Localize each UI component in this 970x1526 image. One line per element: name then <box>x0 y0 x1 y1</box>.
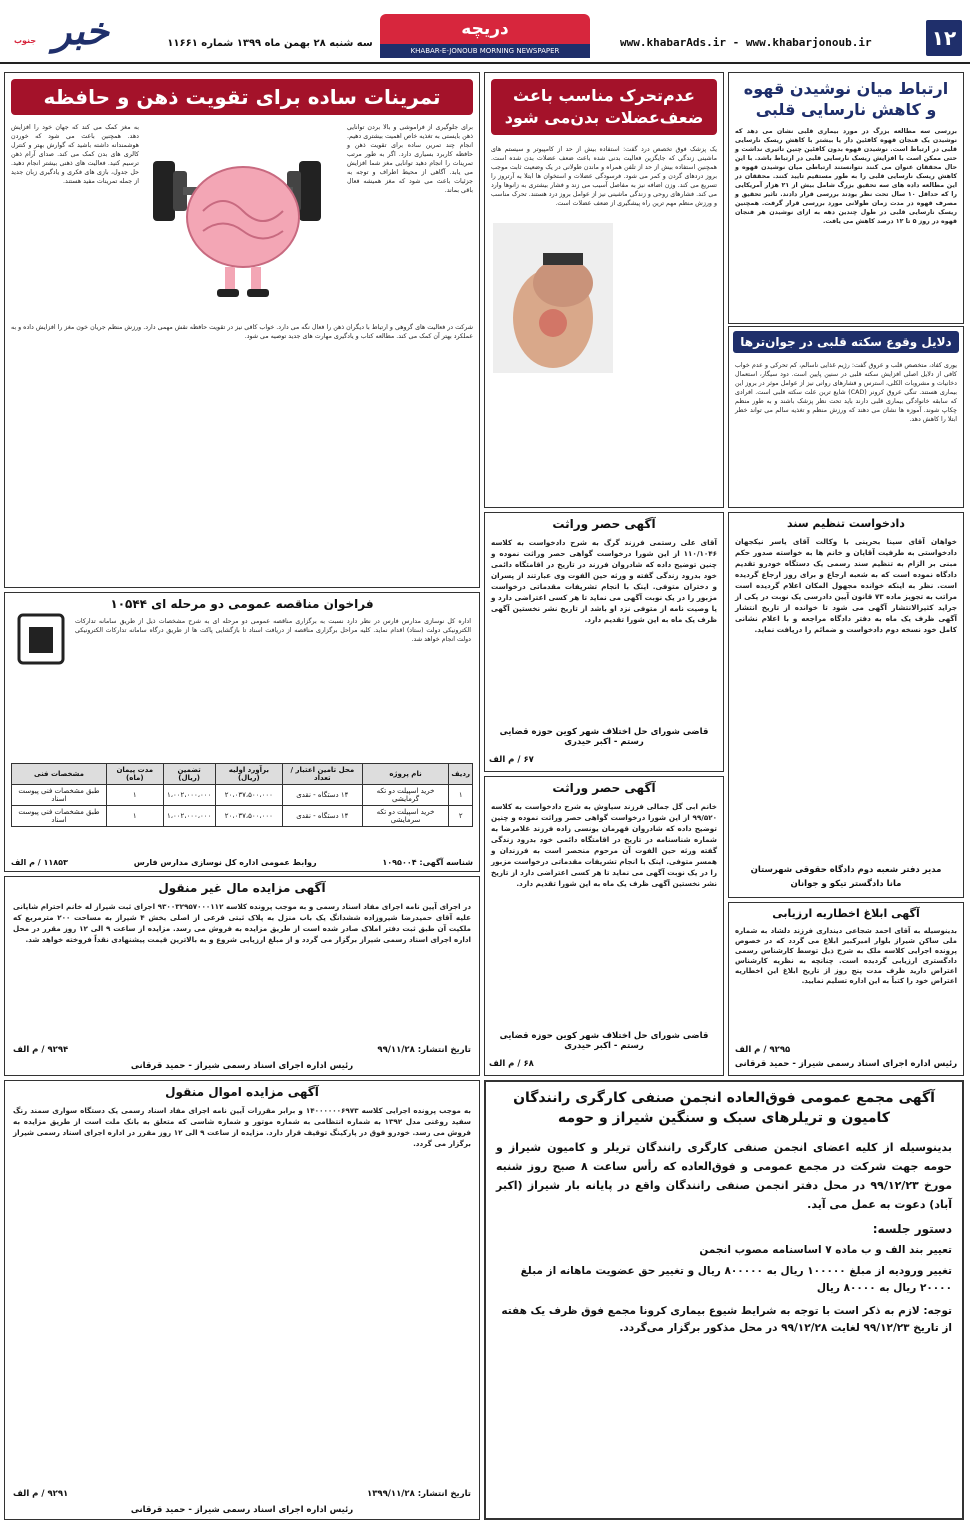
tender-col-header: برآورد اولیه (ریال) <box>215 764 282 785</box>
brain-body-bottom: شرکت در فعالیت های گروهی و ارتباط با دیگران ذهن را فعال نگه می دارد. خواب کافی نیز در تقویت حافظه نقش مهمی دارد. ورزش منظم جریان خون مغز را افزایش داده و به عملکرد بهتر آن کمک می کند. مطالعه کتاب و یادگیری مهارت های جدید توصیه می شود. <box>11 324 473 340</box>
table-cell: ۱۴ دستگاه - نقدی <box>283 806 363 827</box>
document-notice-body: خواهان آقای سینا بحرینی با وکالت آقای یاسر نیکجهان دادخواستی به طرفیت آقایان و خانم ها به خواسته صدور حکم مبنی بر الزام به تنظیم سند رسمی یک دستگاه خودرو تقدیم دادگاه نموده است که به شعبه ارجاع و برای روز ارجاع گردیده است. نظر به اینکه خوانده مجهول المکان اعلام گردیده است مراتب به تجویز ماده ۷۳ قانون آیین دادرسی یک نوبت در یکی از جراید کثیرالانتشار آگهی می شود تا خوانده از تاریخ انتشار آگهی ظرف یک ماه به دفتر دادگاه مراجعه و با اعلام نشانی کامل خود نسخه دوم دادخواست و ضمائم را دریافت نماید. <box>735 537 957 634</box>
table-cell: ۲۰،۰۳۷،۵۰۰،۰۰۰ <box>215 806 282 827</box>
document-notice-sig1: مدیر دفتر شعبه دوم دادگاه حقوقی شهرستان <box>750 865 942 875</box>
coffee-title-2: و کاهش نارسایی قلبی <box>755 100 937 119</box>
evaluation-notice <box>728 902 964 1076</box>
table-cell: ۲۰،۰۳۷،۵۰۰،۰۰۰ <box>215 785 282 806</box>
inheritance1-body: آقای علی رستمی فرزند گرگ به شرح دادخواست به کلاسه ۱۱۰/۱۰۴۶ از این شورا درخواست گواهی حصر وراثت نموده و چنین توضیح داده که شادروان فرزند در تاریخ در اقامتگاه دائمی خود بدرود زندگی گفته و ورثه حین الفوت وی عبارتند از پسران و دختران متوفی. اینک با انجام تشریفات مقدماتی درخواست مزبور را در یک نوبت آگهی می نماید تا هر کسی اعتراضی دارد و یا وصیت نامه از متوفی نزد او باشد از تاریخ نشر نخستین آگهی ظرف یک ماه به این شورا تقدیم دارد. <box>491 538 717 624</box>
assembly-note: توجه: لازم به ذکر است با توجه به شرایط شیوع بیماری کرونا مجمع فوق ظرف یک هفته از تاریخ ۹۹/۱۲/۲۳ لغایت ۹۹/۱۲/۲۸ در محل مذکور برگزار می‌گردد. <box>501 1305 952 1334</box>
banner-strip: KHABAR-E-JONOUB MORNING NEWSPAPER <box>380 44 590 58</box>
auction2-title: آگهی مزایده اموال منقول <box>165 1085 319 1099</box>
table-cell: ۱۴ دستگاه - نقدی <box>283 785 363 806</box>
coffee-title-1: ارتباط میان نوشیدن قهوه <box>743 79 949 98</box>
auction1-meta <box>13 1045 471 1055</box>
table-cell: ۱،۰۰۲،۰۰۰،۰۰۰ <box>163 806 215 827</box>
newspaper-logo[interactable] <box>6 6 156 56</box>
brain-body-left: به مغز کمک می کند که جهان خود را افزایش دهد. همچنین باعث می شود که خوردن هوشمندانه داشته باشید که گوارش بهتر و کنترل کالری های بدن کمک می کند. صدای آرام ذهن ترسیم کنید. فعالیت های ذهنی بیشتر انجام دهید. حل جدول، بازی های فکری و یادگیری زبان جدید از جمله تمرینات مفید هستند. <box>11 124 139 185</box>
tender-footer-left: ۱۱۸۵۳ / م الف <box>11 858 68 867</box>
table-cell: ۱ <box>107 785 164 806</box>
inheritance2-sig: قاضی شورای حل اختلاف شهر کوین حوزه قضایی رستم - اکبر حیدری <box>499 1031 709 1051</box>
brain-title: تمرینات ساده برای تقویت ذهن و حافظه <box>11 79 473 115</box>
table-cell: ۱،۰۰۲،۰۰۰،۰۰۰ <box>163 785 215 806</box>
tender-grid <box>11 763 473 827</box>
inheritance2-title: آگهی حصر وراثت <box>552 781 656 795</box>
tender-ad <box>4 592 480 872</box>
auction2-meta <box>13 1489 471 1499</box>
sitting-title-1: عدم‌تحرک مناسب باعث <box>513 86 695 105</box>
auction2-date: تاریخ انتشار: ۱۳۹۹/۱۱/۲۸ <box>367 1489 471 1499</box>
evaluation-notice-code: ۹۲۹۵ / م الف <box>735 1045 791 1055</box>
inheritance-notice-1 <box>484 512 724 772</box>
sitting-title <box>491 79 717 135</box>
assembly-agenda-2: تغییر ورودیه از مبلغ ۱۰۰۰۰۰ ریال به ۸۰۰۰۰۰ ریال و تغییر حق عضویت ماهانه از مبلغ ۲۰۰۰۰ ریال به ۸۰۰۰۰ ریال <box>520 1265 952 1294</box>
coffee-article <box>728 72 964 324</box>
table-cell: خرید اسپیلت دو تکه گرمایشی <box>362 785 449 806</box>
tender-col-header: مدت پیمان (ماه) <box>107 764 164 785</box>
evaluation-notice-sig: رئیس اداره اجرای اسناد رسمی شیراز - حمید قرقانی <box>734 1059 958 1069</box>
assembly-body: بدینوسیله از کلیه اعضای انجمن صنفی کارگری رانندگان تریلر و کامیون شیراز و حومه جهت شرکت در مجمع عمومی و فوق‌العاده که رأس ساعت ۸ صبح روز شنبه مورخ ۹۹/۱۲/۲۳ در محل دفتر انجمن صنفی رانندگان واقع در پایانه بار شیراز (اکبر آباد) دعوت به عمل می آید. <box>496 1141 953 1211</box>
auction1-sig: رئیس اداره اجرای اسناد رسمی شیراز - حمید قرقانی <box>130 1061 354 1071</box>
auction2-sig: رئیس اداره اجرای اسناد رسمی شیراز - حمید قرقانی <box>130 1505 354 1515</box>
coffee-body: بررسی سه مطالعه بزرگ در مورد بیماری قلبی نشان می دهد که نوشیدن یک فنجان قهوه کافئین دار یا بیشتر با کاهش ریسک نارسایی قلبی در ارتباط است. نوشیدن قهوه بدون کافئین چنین تاثیری نداشت و حتی ممکن است با افزایش ریسک نارسایی قلبی در ارتباط باشد. با این حال محققان عنوان می کنند نتوانستند ارتباطی میان نوشیدن قهوه و کاهش ریسک نارسایی قلبی را به طور مستقیم تایید کنند. محققان در این مطالعه داده های سه تحقیق بزرگ شامل بیش از ۲۱ هزار آمریکایی را که حداقل ۱۰ سال تحت نظر بودند بررسی قرار دادند. تاثیر تحقیق و مصرف قهوه در مدت زمان طولانی مورد بررسی قرار گرفت. همچنین ریسک نارسایی قلبی در طول چندین دهه به ازای نوشیدن هر فنجان قهوه در روز ۵ تا ۱۲ درصد کاهش می یافت. <box>735 128 957 225</box>
table-cell: طبق مشخصات فنی پیوست اسناد <box>12 806 107 827</box>
tender-footer-right: شناسه آگهی: ۱۰۹۵۰۰۴ <box>382 858 473 867</box>
table-row <box>12 806 473 827</box>
heart-attack-title: دلایل وقوع سکته قلبی در جوان‌ترها <box>733 331 959 353</box>
brain-dumbbell-image <box>143 121 343 311</box>
table-cell: طبق مشخصات فنی پیوست اسناد <box>12 785 107 806</box>
auction2-body: به موجب پرونده اجرایی کلاسه ۱۴۰۰۰۰۰۰۶۹۷۳ و برابر مقررات آیین نامه اجرای مفاد اسناد رسمی یک دستگاه سواری سمند رنگ سفید روغنی مدل ۱۳۹۲ به شماره انتظامی به شماره موتور و شماره شاسی که متعلق به بانک ملت است از طریق مزایده به فروش می رسد. خودرو فوق در پارکینگ توقیف قرار دارد. مزایده از ساعت ۹ الی ۱۲ روز مقرر در اداره اجرای اسناد رسمی شیراز برگزار می گردد. <box>13 1106 471 1148</box>
table-cell: ۱ <box>107 806 164 827</box>
inheritance-notice-2 <box>484 776 724 1076</box>
inheritance1-title: آگهی حصر وراثت <box>552 517 656 531</box>
assembly-agenda-title: دستور جلسه: <box>872 1222 952 1236</box>
tender-col-header: محل تامین اعتبار / تعداد <box>283 764 363 785</box>
page-number: ۱۲ <box>926 20 962 56</box>
knee-pain-photo <box>493 223 613 373</box>
auction2-code: ۹۲۹۱ / م الف <box>13 1489 69 1499</box>
auction-real-estate <box>4 876 480 1076</box>
heart-attack-article <box>728 326 964 508</box>
document-notice <box>728 512 964 898</box>
tender-col-header: مشخصات فنی <box>12 764 107 785</box>
brain-article <box>4 72 480 588</box>
tender-table <box>11 763 473 827</box>
sitting-title-2: ضعف‌عضلات بدن‌می شود <box>504 108 704 127</box>
sitting-body: یک پزشک فوق تخصص درد گفت: استفاده بیش از حد از کامپیوتر و سیستم های ماشینی زندگی که جایگزین فعالیت بدنی شده باعث ضعف عضلات بدن شده است. همچنین استفاده بیش از حد از تلفن همراه و ماندن طولانی در یک وضعیت ثابت موجب بروز دردهای گردن و کمر می شود. فرسودگی عضلات و استخوان ها ابتلا به آرتروز را تسریع می کند. وزن اضافه نیز به مفاصل آسیب می زند و فشار بیشتری به زانوها وارد می کند. فشارهای روحی و زندگی ماشینی نیز از عوامل بروز درد هستند. تحرک مناسب و ورزش منظم مهم ترین راه پیشگیری از ضعف عضلات است. <box>491 146 717 207</box>
table-row <box>12 785 473 806</box>
assembly-title-2: کامیون و تریلرهای سبک و سنگین شیراز و حومه <box>558 1110 890 1126</box>
table-cell: خرید اسپیلت دو تکه سرمایشی <box>362 806 449 827</box>
tender-col-header: تضمین (ریال) <box>163 764 215 785</box>
tender-title: فراخوان مناقصه عمومی دو مرحله ای ۱۰۵۴۴ <box>110 597 374 611</box>
auction1-title: آگهی مزایده مال غیر منقول <box>158 881 326 895</box>
logo-subtitle: جنوب <box>14 36 37 45</box>
tender-col-header: ردیف <box>449 764 473 785</box>
tender-body: اداره کل نوسازی مدارس فارس در نظر دارد نسبت به برگزاری مناقصه عمومی دو مرحله ای به شرح مشخصات ذیل از طریق سامانه تدارکات الکترونیکی دولت (ستاد) اقدام نماید. کلیه مراحل برگزاری مناقصه از دریافت اسناد تا بازگشایی پاکت ها از طریق درگاه سامانه تدارکات الکترونیکی دولت انجام خواهد شد. <box>75 618 471 643</box>
heart-attack-body: یوری کفاد، متخصص قلب و عروق گفت: رژیم غذایی ناسالم، کم تحرکی و عدم خواب کافی از دلایل اصلی افزایش سکته قلبی در سنین پایین است. دود سیگار، استعمال دخانیات و مشروبات الکلی، استرس و فشارهای روانی نیز از عوامل موثر در بروز این بیماری هستند. تنگی عروق کرونر (CAD) شایع ترین علت سکته قلبی است. افرادی که سابقه خانوادگی بیماری قلبی دارند باید تحت نظر پزشک باشند و به طور منظم چکاپ شوند. آموزه ها نشان می دهند که ورزش منظم و تغذیه سالم می تواند خطر ابتلا را کاهش دهد. <box>735 362 958 423</box>
inheritance2-body: خانم ابی گل جمالی فرزند سیاوش به شرح دادخواست به کلاسه ۹۹/۵۲۰ از این شورا درخواست گواهی حصر وراثت نموده و چنین توضیح داده که شادروان قهرمان یونسی زاده فرزند غلامرضا به شماره شناسنامه در تاریخ در اقامتگاه دائمی خود بدرود زندگی گفته ورثه حین الفوت آن مرحوم منحصر است به فرزندان و همسر متوفی. اینک با انجام تشریفات مقدماتی درخواست مزبور را در یک نوبت آگهی می نماید تا هر کسی اعتراضی دارد از تاریخ نشر نخستین آگهی ظرف یک ماه به این شورا تقدیم دارد. <box>491 802 717 888</box>
tender-col-header: نام پروژه <box>362 764 449 785</box>
section-title: دریچه <box>380 14 590 44</box>
assembly-agenda-1: تعییر بند الف و ب ماده ۷ اساسنامه مصوب انجمن <box>699 1244 952 1256</box>
auction1-code: ۹۲۹۴ / م الف <box>13 1045 69 1055</box>
auction1-date: تاریخ انتشار: ۹۹/۱۱/۲۸ <box>377 1045 471 1055</box>
assembly-title-1: آگهی مجمع عمومی فوق‌العاده انجمن صنفی کارگری رانندگان <box>513 1090 935 1106</box>
assembly-notice <box>484 1080 964 1520</box>
tender-footer-mid: روابط عمومی اداره کل نوسازی مدارس فارس <box>133 858 317 867</box>
tender-footer <box>11 858 473 867</box>
sitting-article <box>484 72 724 508</box>
brain-body-right: برای جلوگیری از فراموشی و بالا بردن توانایی ذهن بایستی به تغذیه خاص اهمیت بیشتری دهیم. انجام چند تمرین ساده برای تقویت ذهن و حافظه کاربرد بسیاری دارد. اگر به طور مرتب تمرینات را انجام دهید توانایی مغز شما افزایش می یابد. آگاهی از محیط اطراف و توجه به جزئیات باعث می شود که مغز همیشه فعال باقی بماند. <box>347 124 473 194</box>
document-notice-title: دادخواست تنظیم سند <box>787 517 905 530</box>
inheritance1-code: ۶۷ / م الف <box>489 755 534 765</box>
evaluation-notice-title: آگهی ابلاغ اخطاریه ارزیابی <box>772 907 920 920</box>
inheritance2-code: ۶۸ / م الف <box>489 1059 534 1069</box>
table-cell: ۱ <box>449 785 473 806</box>
auction1-body: در اجرای آیین نامه اجرای مفاد اسناد رسمی و به موجب پرونده کلاسه ۹۳۰۰۳۲۹۵۷۰۰۰۱۱۲ اجرای ثبت شیراز له خانم احترام شایانی علیه آقای حمیدرضا شیروزاده ششدانگ یک باب منزل به پلاک ثبتی فرعی از اصلی بخش ۴ شیراز به مساحت ۲۰۰ مترمربع که ملکیت آن طبق ثبت دفتر املاک صادر شده است از طریق مزایده به فروش می رسد. مزایده از ساعت ۹ الی ۱۲ روز مقرر در محل اداره اجرای اسناد رسمی شیراز برگزار می گردد و از مبلغ ارزیابی شروع و به بالاترین قیمت پیشنهادی نقداً فروخته خواهد شد. <box>13 902 472 944</box>
tender-logo-icon <box>13 609 69 669</box>
evaluation-notice-body: بدینوسیله به آقای احمد شجاعی دینداری فرزند دلشاد به شماره ملی ساکن شیراز بلوار امیرکبیر ابلاغ می گردد که در خصوص پرونده اجرایی کلاسه ملک به شرح ذیل توسط کارشناس رسمی دادگستری ارزیابی گردیده است. چنانچه به نظریه کارشناس اعتراض دارید ظرف مدت پنج روز از تاریخ ابلاغ این اخطاریه اعتراض خود را کتباً به این اداره تسلیم نمایید. <box>735 927 957 985</box>
table-cell: ۲ <box>449 806 473 827</box>
logo-text: خبر <box>53 8 109 53</box>
site-urls[interactable]: www.khabarAds.ir - www.khabarjonoub.ir <box>620 36 872 49</box>
inheritance1-sig: قاضی شورای حل اختلاف شهر کوین حوزه قضایی رستم - اکبر حیدری <box>499 727 709 747</box>
auction-movable <box>4 1080 480 1520</box>
document-notice-sig2: مانا دادگستر تیکو و جوانان <box>790 879 902 889</box>
issue-info: سه شنبه ۲۸ بهمن ماه ۱۳۹۹ شماره ۱۱۶۶۱ <box>167 38 373 49</box>
